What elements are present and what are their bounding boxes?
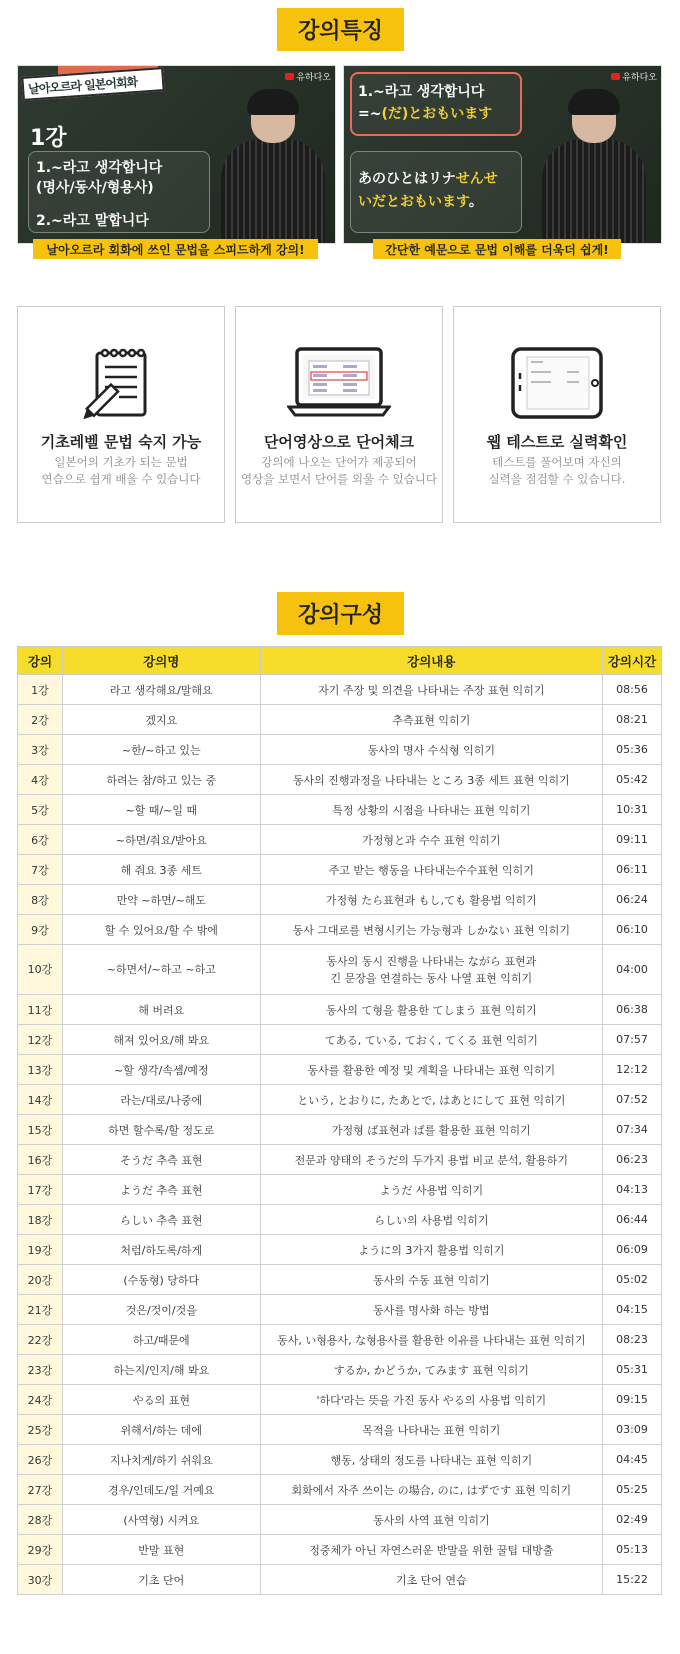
feature-desc-line: 실력을 점검할 수 있습니다. (488, 472, 626, 486)
header-title: 강의명 (62, 647, 260, 675)
cell-content: という, とおりに, たあとで, はあとにして 표현 익히기 (260, 1085, 602, 1115)
cell-time: 05:36 (603, 735, 662, 765)
cell-lesson: 14강 (18, 1085, 63, 1115)
lesson-number: 1강 (30, 126, 67, 151)
cell-content: 목적을 나타내는 표현 익히기 (260, 1415, 602, 1445)
channel-name: 유하다오 (296, 73, 331, 83)
cell-time: 10:31 (603, 795, 662, 825)
instructor-image (534, 93, 654, 243)
table-row (18, 1535, 662, 1565)
cell-lesson: 25강 (18, 1415, 63, 1445)
cell-lesson: 20강 (18, 1265, 63, 1295)
cell-time: 12:12 (603, 1055, 662, 1085)
chalk-line-1: 1.~라고 생각합니다 (36, 160, 163, 176)
cell-lesson: 27강 (18, 1475, 63, 1505)
cell-lesson: 28강 (18, 1505, 63, 1535)
cell-title: 하고/때문에 (62, 1325, 260, 1355)
cell-title: 반말 표현 (62, 1535, 260, 1565)
cell-time: 09:15 (603, 1385, 662, 1415)
cell-lesson: 18강 (18, 1205, 63, 1235)
chalk-line-1: 1.~라고 생각합니다 (358, 84, 485, 100)
table-row (18, 1115, 662, 1145)
cell-lesson: 5강 (18, 795, 63, 825)
feature-desc-line: 영상을 보면서 단어를 외울 수 있습니다 (240, 472, 438, 486)
cell-lesson: 29강 (18, 1535, 63, 1565)
cell-time: 04:15 (603, 1295, 662, 1325)
table-row (18, 1085, 662, 1115)
chalk-prefix: =~ (358, 106, 382, 122)
cell-content: 기초 단어 연습 (260, 1565, 602, 1595)
cell-time: 06:10 (603, 915, 662, 945)
youtube-logo (285, 70, 331, 83)
cell-time: 05:02 (603, 1265, 662, 1295)
cell-lesson: 6강 (18, 825, 63, 855)
table-row (18, 885, 662, 915)
table-row (18, 1025, 662, 1055)
cell-lesson: 10강 (18, 945, 63, 995)
chalk-sentence-highlight: いだとおもいます (358, 194, 469, 210)
cell-title: 해져 있어요/해 봐요 (62, 1025, 260, 1055)
cell-content: 가정형と과 수수 표현 익히기 (260, 825, 602, 855)
cell-time: 06:23 (603, 1145, 662, 1175)
cell-content: 정중체가 아닌 자연스러운 반말을 위한 꿀팁 대방출 (260, 1535, 602, 1565)
table-row (18, 945, 662, 995)
cell-title: 라는/대로/나중에 (62, 1085, 260, 1115)
cell-lesson: 16강 (18, 1145, 63, 1175)
youtube-logo (611, 70, 657, 83)
feature-desc-line: 강의에 나오는 단어가 제공되어 (261, 455, 417, 469)
cell-time: 05:31 (603, 1355, 662, 1385)
channel-name: 유하다오 (622, 73, 657, 83)
cell-lesson: 2강 (18, 705, 63, 735)
cell-title: 겠지요 (62, 705, 260, 735)
table-row (18, 1175, 662, 1205)
cell-time: 06:24 (603, 885, 662, 915)
cell-lesson: 7강 (18, 855, 63, 885)
youtube-play-icon (285, 73, 294, 80)
feature-title: 웹 테스트로 실력확인 (486, 433, 628, 451)
cell-time: 04:13 (603, 1175, 662, 1205)
cell-lesson: 12강 (18, 1025, 63, 1055)
chalk-sentence-highlight: せんせ (455, 171, 498, 187)
cell-content: 동사 그대로를 변형시키는 가능형과 しかない 표현 익히기 (260, 915, 602, 945)
laptop-icon (287, 345, 391, 425)
notebook-pencil-icon (83, 345, 159, 425)
cell-content: 회화에서 자주 쓰이는 の場合, のに, はずです 표현 익히기 (260, 1475, 602, 1505)
cell-time: 07:57 (603, 1025, 662, 1055)
cell-lesson: 30강 (18, 1565, 63, 1595)
cell-content: 전문과 양태의 そうだ의 두가지 용법 비교 분석, 활용하기 (260, 1145, 602, 1175)
cell-title: 하는지/인지/해 봐요 (62, 1355, 260, 1385)
table-row (18, 705, 662, 735)
cell-title: 해 버려요 (62, 995, 260, 1025)
cell-content: 동사의 수동 표현 익히기 (260, 1265, 602, 1295)
section-title-features: 강의특징 (277, 8, 404, 51)
cell-content: 동사의 사역 표현 익히기 (260, 1505, 602, 1535)
section-title-curriculum: 강의구성 (277, 592, 404, 635)
cell-content: 동사의 진행과정을 나타내는 ところ 3종 세트 표현 익히기 (260, 765, 602, 795)
cell-content: 동사, い형용사, な형용사를 활용한 이유를 나타내는 표현 익히기 (260, 1325, 602, 1355)
cell-time: 06:09 (603, 1235, 662, 1265)
header-lesson: 강의 (18, 647, 63, 675)
cell-lesson: 23강 (18, 1355, 63, 1385)
feature-desc-line: 연습으로 쉽게 배울 수 있습니다 (41, 472, 201, 486)
cell-title: 할 수 있어요/할 수 밖에 (62, 915, 260, 945)
cell-lesson: 21강 (18, 1295, 63, 1325)
cell-title: 해 줘요 3종 세트 (62, 855, 260, 885)
cell-title: ようだ 추측 표현 (62, 1175, 260, 1205)
cell-time: 06:44 (603, 1205, 662, 1235)
table-row (18, 915, 662, 945)
header-content: 강의내용 (260, 647, 602, 675)
table-row (18, 1445, 662, 1475)
cell-title: ~하면서/~하고 ~하고 (62, 945, 260, 995)
cell-content: 동사의 명사 수식형 익히기 (260, 735, 602, 765)
feature-description (236, 454, 442, 488)
table-row (18, 1505, 662, 1535)
video-thumbnail-1[interactable] (17, 65, 336, 244)
cell-time: 05:42 (603, 765, 662, 795)
cell-content: するか, かどうか, てみます 표현 익히기 (260, 1355, 602, 1385)
cell-content: 동사를 명사화 하는 방법 (260, 1295, 602, 1325)
cell-lesson: 26강 (18, 1445, 63, 1475)
cell-title: ~한/~하고 있는 (62, 735, 260, 765)
cell-content: 행동, 상태의 정도를 나타내는 표현 익히기 (260, 1445, 602, 1475)
chalk-sentence-part: 。 (468, 194, 483, 210)
feature-card-grammar (17, 306, 225, 523)
table-row (18, 1055, 662, 1085)
cell-time: 06:11 (603, 855, 662, 885)
cell-title: 지나치게/하기 쉬워요 (62, 1445, 260, 1475)
cell-content-line: 긴 문장을 연결하는 동사 나열 표현 익히기 (330, 971, 533, 985)
cell-lesson: 11강 (18, 995, 63, 1025)
cell-title: 하면 할수록/할 정도로 (62, 1115, 260, 1145)
cell-title: (수동형) 당하다 (62, 1265, 260, 1295)
cell-lesson: 9강 (18, 915, 63, 945)
cell-lesson: 4강 (18, 765, 63, 795)
youtube-play-icon (611, 73, 620, 80)
video-caption-1: 날아오르라 회화에 쓰인 문법을 스피드하게 강의! (33, 239, 318, 259)
table-row (18, 1295, 662, 1325)
cell-time: 05:13 (603, 1535, 662, 1565)
cell-title: 하려는 참/하고 있는 중 (62, 765, 260, 795)
feature-desc-line: 일본어의 기초가 되는 문법 (54, 455, 188, 469)
cell-time: 04:45 (603, 1445, 662, 1475)
cell-time: 09:11 (603, 825, 662, 855)
cell-content: ように의 3가지 활용법 익히기 (260, 1235, 602, 1265)
cell-content: 자기 주장 및 의견을 나타내는 주장 표현 익히기 (260, 675, 602, 705)
cell-title: 처럼/하도록/하게 (62, 1235, 260, 1265)
table-row (18, 1265, 662, 1295)
table-row (18, 1415, 662, 1445)
cell-time: 05:25 (603, 1475, 662, 1505)
cell-content: らしい의 사용법 익히기 (260, 1205, 602, 1235)
header-time: 강의시간 (603, 647, 662, 675)
cell-lesson: 13강 (18, 1055, 63, 1085)
table-row (18, 1145, 662, 1175)
cell-title: ~할 생각/속셈/예정 (62, 1055, 260, 1085)
cell-lesson: 22강 (18, 1325, 63, 1355)
cell-title: ~하면/줘요/받아요 (62, 825, 260, 855)
chalk-line-2 (358, 104, 492, 124)
cell-title: 경우/인데도/일 거예요 (62, 1475, 260, 1505)
cell-title: 라고 생각해요/말해요 (62, 675, 260, 705)
curriculum-table (17, 646, 662, 1595)
table-row (18, 765, 662, 795)
cell-lesson: 1강 (18, 675, 63, 705)
cell-lesson: 19강 (18, 1235, 63, 1265)
table-row (18, 1475, 662, 1505)
cell-content: 동사의 て형을 활용한 てしまう 표현 익히기 (260, 995, 602, 1025)
cell-lesson: 24강 (18, 1385, 63, 1415)
feature-description (454, 454, 660, 488)
cell-title: そうだ 추측 표현 (62, 1145, 260, 1175)
cell-content (260, 945, 602, 995)
table-row (18, 1355, 662, 1385)
course-banner: 날아오르라 일본어회화 (21, 67, 164, 101)
feature-title: 단어영상으로 단어체크 (263, 433, 415, 451)
cell-title: 위해서/하는 데에 (62, 1415, 260, 1445)
chalk-highlight: (だ)とおもいます (381, 106, 493, 122)
chalk-line-2: (명사/동사/형용사) (36, 180, 154, 196)
table-row (18, 735, 662, 765)
cell-time: 07:52 (603, 1085, 662, 1115)
cell-lesson: 8강 (18, 885, 63, 915)
table-row (18, 1385, 662, 1415)
table-row (18, 795, 662, 825)
cell-title: ~할 때/~일 때 (62, 795, 260, 825)
table-header-row (18, 647, 662, 675)
table-row (18, 995, 662, 1025)
feature-title: 기초레벨 문법 숙지 가능 (40, 433, 202, 451)
table-row (18, 1565, 662, 1595)
cell-content: 동사를 활용한 예정 및 계획을 나타내는 표현 익히기 (260, 1055, 602, 1085)
cell-lesson: 3강 (18, 735, 63, 765)
feature-description (18, 454, 224, 488)
chalk-line-3 (358, 169, 498, 189)
cell-time: 08:21 (603, 705, 662, 735)
cell-lesson: 17강 (18, 1175, 63, 1205)
table-row (18, 675, 662, 705)
cell-content: てある, ている, ておく, てくる 표현 익히기 (260, 1025, 602, 1055)
cell-content: 특정 상황의 시점을 나타내는 표현 익히기 (260, 795, 602, 825)
table-row (18, 1235, 662, 1265)
cell-time: 08:56 (603, 675, 662, 705)
cell-content: 가정형 たら표현과 もし,ても 활용법 익히기 (260, 885, 602, 915)
cell-time: 15:22 (603, 1565, 662, 1595)
cell-content: ようだ 사용법 익히기 (260, 1175, 602, 1205)
feature-desc-line: 테스트를 풀어보며 자신의 (492, 455, 622, 469)
video-caption-2: 간단한 예문으로 문법 이해를 더욱더 쉽게! (373, 239, 621, 259)
feature-card-vocab (235, 306, 443, 523)
cell-title: (사역형) 시켜요 (62, 1505, 260, 1535)
feature-card-webtest (453, 306, 661, 523)
cell-title: らしい 추측 표현 (62, 1205, 260, 1235)
cell-title: やる의 표현 (62, 1385, 260, 1415)
video-thumbnail-2[interactable] (343, 65, 662, 244)
chalk-line-4 (358, 192, 483, 212)
tablet-icon (509, 345, 605, 425)
cell-lesson: 15강 (18, 1115, 63, 1145)
cell-content: 가정형 ば표현과 ば를 활용한 표현 익히기 (260, 1115, 602, 1145)
cell-content-line: 동사의 동시 진행을 나타내는 ながら 표현과 (326, 954, 537, 968)
cell-time: 04:00 (603, 945, 662, 995)
cell-time: 07:34 (603, 1115, 662, 1145)
chalk-line-3: 2.~라고 말합니다 (36, 213, 149, 229)
cell-time: 02:49 (603, 1505, 662, 1535)
cell-time: 06:38 (603, 995, 662, 1025)
table-row (18, 825, 662, 855)
chalk-sentence-part: あのひとはリナ (358, 171, 456, 187)
table-row (18, 855, 662, 885)
cell-title: 만약 ~하면/~해도 (62, 885, 260, 915)
cell-content: '하다'라는 뜻을 가진 동사 やる의 사용법 익히기 (260, 1385, 602, 1415)
cell-time: 03:09 (603, 1415, 662, 1445)
table-row (18, 1325, 662, 1355)
cell-title: 것은/것이/것을 (62, 1295, 260, 1325)
cell-content: 추측표현 익히기 (260, 705, 602, 735)
cell-content: 주고 받는 행동을 나타내는수수표현 익히기 (260, 855, 602, 885)
instructor-image (213, 93, 333, 243)
cell-time: 08:23 (603, 1325, 662, 1355)
cell-title: 기초 단어 (62, 1565, 260, 1595)
table-row (18, 1205, 662, 1235)
